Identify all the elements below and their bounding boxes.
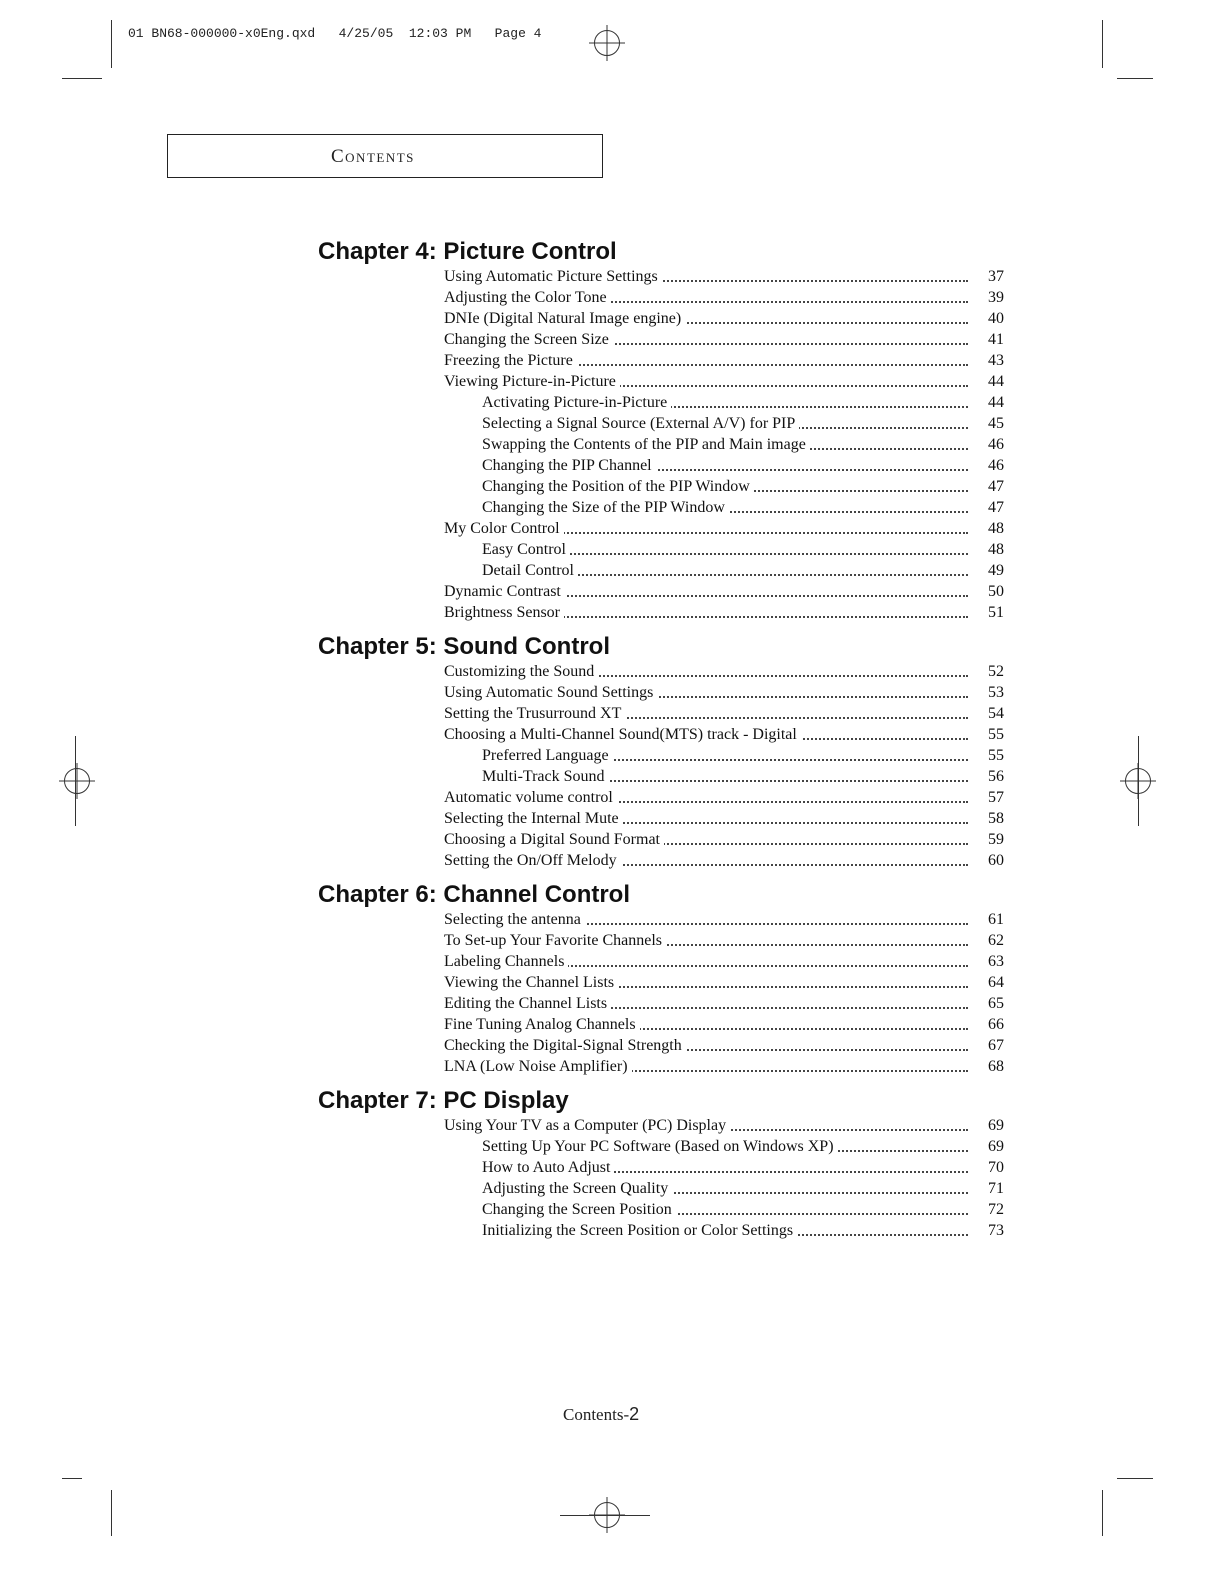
toc-entry-page: 69: [976, 1115, 1004, 1136]
toc-entry-page: 39: [976, 287, 1004, 308]
toc-entry-title: Activating Picture-in-Picture: [482, 394, 671, 411]
footer-page-number: 2: [629, 1404, 640, 1424]
toc-entry-title: LNA (Low Noise Amplifier): [444, 1058, 632, 1075]
chapter-section: [318, 238, 1008, 623]
toc-entry[interactable]: [444, 850, 1004, 871]
toc-entry-title: Preferred Language: [482, 747, 613, 764]
toc-entry-title: Adjusting the Screen Quality: [482, 1180, 672, 1197]
toc-entry-title: Using Automatic Picture Settings: [444, 268, 662, 285]
toc-entry-title: Setting the On/Off Melody: [444, 852, 621, 869]
toc-entry[interactable]: [444, 930, 1004, 951]
toc-entry[interactable]: [482, 476, 1004, 497]
registration-mark-left: [64, 768, 90, 794]
toc-entry-page: 44: [976, 371, 1004, 392]
registration-mark-top: [594, 30, 620, 56]
toc-entry-page: 55: [976, 745, 1004, 766]
toc-entry[interactable]: [444, 602, 1004, 623]
crop-mark-bottom-right-h: [1117, 1478, 1153, 1479]
toc-entry[interactable]: [482, 392, 1004, 413]
toc-entry-page: 61: [976, 909, 1004, 930]
crop-mark-top-left-v: [111, 20, 112, 68]
toc-entry-title: Using Your TV as a Computer (PC) Display: [444, 1117, 730, 1134]
toc-entry[interactable]: [482, 539, 1004, 560]
toc-entry[interactable]: [444, 350, 1004, 371]
toc-entry[interactable]: [444, 993, 1004, 1014]
toc-entry-page: 63: [976, 951, 1004, 972]
toc-entry[interactable]: [444, 724, 1004, 745]
toc-entry-page: 48: [976, 539, 1004, 560]
crop-mark-bottom-right-v: [1102, 1490, 1103, 1536]
toc-entry-page: 48: [976, 518, 1004, 539]
toc-entry[interactable]: [444, 518, 1004, 539]
toc-entry-title: Fine Tuning Analog Channels: [444, 1016, 640, 1033]
toc-entry[interactable]: [444, 1056, 1004, 1077]
toc-entry-title: Labeling Channels: [444, 953, 568, 970]
toc-entry-title: To Set-up Your Favorite Channels: [444, 932, 666, 949]
toc-entry[interactable]: [444, 787, 1004, 808]
toc-entry-page: 37: [976, 266, 1004, 287]
toc-entry-title: Setting Up Your PC Software (Based on Windows XP): [482, 1138, 838, 1155]
toc-entry[interactable]: [482, 434, 1004, 455]
toc-entry-title: How to Auto Adjust: [482, 1159, 614, 1176]
contents-header-box: [167, 134, 603, 178]
toc-entry-title: Editing the Channel Lists: [444, 995, 611, 1012]
toc-entry-page: 56: [976, 766, 1004, 787]
toc-entry-title: Swapping the Contents of the PIP and Main image: [482, 436, 810, 453]
toc-entry[interactable]: [444, 909, 1004, 930]
toc-entry-title: Adjusting the Color Tone: [444, 289, 611, 306]
toc-entry[interactable]: [444, 829, 1004, 850]
toc-entry-page: 53: [976, 682, 1004, 703]
toc-entry[interactable]: [444, 581, 1004, 602]
footer-label: Contents-: [563, 1405, 630, 1424]
toc-entry-title: Freezing the Picture: [444, 352, 577, 369]
toc-entry[interactable]: [482, 1157, 1004, 1178]
toc-entry-page: 43: [976, 350, 1004, 371]
toc-entry-page: 64: [976, 972, 1004, 993]
toc-entry-title: Changing the Screen Size: [444, 331, 613, 348]
registration-mark-right: [1125, 768, 1151, 794]
toc-entry[interactable]: [482, 1220, 1004, 1241]
toc-entry-page: 62: [976, 930, 1004, 951]
toc-entry-page: 66: [976, 1014, 1004, 1035]
toc-entry-title: Using Automatic Sound Settings: [444, 684, 657, 701]
table-of-contents: [318, 238, 1008, 1241]
toc-entry-title: My Color Control: [444, 520, 564, 537]
toc-entry-title: Brightness Sensor: [444, 604, 564, 621]
toc-entry-title: Detail Control: [482, 562, 578, 579]
toc-entry-title: Changing the PIP Channel: [482, 457, 656, 474]
toc-entry[interactable]: [482, 413, 1004, 434]
toc-entry-page: 55: [976, 724, 1004, 745]
chapter-section: [318, 633, 1008, 871]
toc-entry[interactable]: [444, 972, 1004, 993]
toc-entry-page: 59: [976, 829, 1004, 850]
toc-entry-title: Multi-Track Sound: [482, 768, 609, 785]
toc-entry-page: 57: [976, 787, 1004, 808]
chapter-section: [318, 881, 1008, 1077]
toc-entry-page: 47: [976, 476, 1004, 497]
chapter-title: Chapter 7: PC Display: [318, 1087, 569, 1114]
toc-entry-title: Initializing the Screen Position or Color Settings: [482, 1222, 797, 1239]
toc-entry-page: 49: [976, 560, 1004, 581]
toc-entry-title: Customizing the Sound: [444, 663, 598, 680]
toc-entry[interactable]: [444, 1014, 1004, 1035]
toc-entry-page: 45: [976, 413, 1004, 434]
toc-entry-page: 73: [976, 1220, 1004, 1241]
crop-mark-bottom-left-v: [111, 1490, 112, 1536]
toc-entry-page: 72: [976, 1199, 1004, 1220]
toc-entry-page: 46: [976, 434, 1004, 455]
toc-entry[interactable]: [444, 951, 1004, 972]
toc-entry[interactable]: [482, 1136, 1004, 1157]
toc-entry-page: 68: [976, 1056, 1004, 1077]
toc-entry[interactable]: [444, 1115, 1004, 1136]
toc-entry-page: 58: [976, 808, 1004, 829]
toc-entry[interactable]: [444, 287, 1004, 308]
registration-mark-bottom: [594, 1502, 620, 1528]
toc-entry[interactable]: [482, 560, 1004, 581]
toc-entry-page: 65: [976, 993, 1004, 1014]
toc-entry[interactable]: [482, 1199, 1004, 1220]
contents-title: Contents: [331, 146, 415, 167]
toc-entry-title: Changing the Size of the PIP Window: [482, 499, 729, 516]
toc-entry-page: 60: [976, 850, 1004, 871]
crop-mark-top-left-h: [62, 78, 102, 79]
toc-entry-title: Easy Control: [482, 541, 570, 558]
toc-entry-page: 52: [976, 661, 1004, 682]
toc-entry-title: Choosing a Multi-Channel Sound(MTS) track - Digital: [444, 726, 801, 743]
toc-entry-page: 50: [976, 581, 1004, 602]
toc-entry-page: 41: [976, 329, 1004, 350]
toc-entry-title: Viewing the Channel Lists: [444, 974, 618, 991]
toc-entry-page: 69: [976, 1136, 1004, 1157]
toc-entry-title: Selecting the Internal Mute: [444, 810, 623, 827]
toc-entry-title: Viewing Picture-in-Picture: [444, 373, 620, 390]
toc-entry-page: 51: [976, 602, 1004, 623]
toc-entry-page: 46: [976, 455, 1004, 476]
toc-entry[interactable]: [482, 766, 1004, 787]
toc-entry-title: Selecting a Signal Source (External A/V) for PIP: [482, 415, 799, 432]
toc-entry-page: 70: [976, 1157, 1004, 1178]
toc-entry[interactable]: [482, 745, 1004, 766]
chapter-title: Chapter 5: Sound Control: [318, 633, 610, 660]
chapter-title: Chapter 4: Picture Control: [318, 238, 617, 265]
toc-entry-title: Dynamic Contrast: [444, 583, 565, 600]
print-slug: 01 BN68-000000-x0Eng.qxd 4/25/05 12:03 PM Page 4: [128, 26, 542, 41]
toc-entry[interactable]: [444, 371, 1004, 392]
toc-entry[interactable]: [482, 455, 1004, 476]
toc-entry[interactable]: [444, 308, 1004, 329]
toc-entry-page: 44: [976, 392, 1004, 413]
toc-entry-page: 40: [976, 308, 1004, 329]
toc-entry[interactable]: [444, 266, 1004, 287]
toc-entry-title: Choosing a Digital Sound Format: [444, 831, 664, 848]
toc-entry-title: Setting the Trusurround XT: [444, 705, 625, 722]
toc-entry[interactable]: [444, 1035, 1004, 1056]
toc-entry-title: DNIe (Digital Natural Image engine): [444, 310, 685, 327]
crop-mark-top-right-h: [1117, 78, 1153, 79]
toc-entry[interactable]: [444, 703, 1004, 724]
toc-entry[interactable]: [482, 497, 1004, 518]
toc-entry[interactable]: [482, 1178, 1004, 1199]
toc-entry-title: Automatic volume control: [444, 789, 617, 806]
toc-entry[interactable]: [444, 661, 1004, 682]
toc-entry[interactable]: [444, 682, 1004, 703]
toc-entry-title: Checking the Digital-Signal Strength: [444, 1037, 686, 1054]
chapter-title: Chapter 6: Channel Control: [318, 881, 631, 908]
toc-entry[interactable]: [444, 808, 1004, 829]
crop-mark-bottom-left-h: [62, 1478, 82, 1479]
toc-entry[interactable]: [444, 329, 1004, 350]
toc-entry-page: 71: [976, 1178, 1004, 1199]
chapter-section: [318, 1087, 1008, 1241]
crop-mark-top-right-v: [1102, 20, 1103, 68]
page-footer: [563, 1404, 639, 1425]
toc-entry-page: 54: [976, 703, 1004, 724]
toc-entry-page: 47: [976, 497, 1004, 518]
toc-entry-title: Changing the Screen Position: [482, 1201, 676, 1218]
toc-entry-page: 67: [976, 1035, 1004, 1056]
toc-entry-title: Selecting the antenna: [444, 911, 585, 928]
toc-entry-title: Changing the Position of the PIP Window: [482, 478, 754, 495]
